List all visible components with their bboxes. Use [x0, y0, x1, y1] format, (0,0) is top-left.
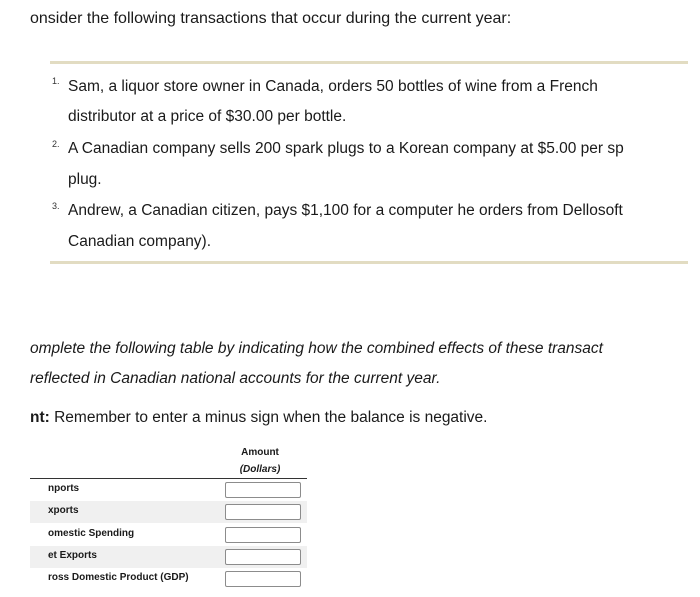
table-row-exports [30, 501, 307, 523]
gdp-input[interactable] [225, 571, 301, 587]
row-label-exports: xports [48, 505, 79, 516]
instruction-line-1: omplete the following table by indicating how the combined effects of these transact [30, 340, 603, 357]
transaction-2-line-2: plug. [68, 171, 102, 188]
hint-label: nt: [30, 409, 50, 426]
row-label-gdp: ross Domestic Product (GDP) [48, 572, 189, 583]
row-label-imports: nports [48, 483, 80, 494]
bottom-divider [50, 261, 688, 264]
exports-input[interactable] [225, 504, 301, 520]
table-row-imports [30, 479, 307, 501]
amount-column-header: Amount [241, 447, 279, 458]
instruction-line-2: reflected in Canadian national accounts for the current year. [30, 370, 441, 387]
transaction-3-line-2: Canadian company). [68, 233, 212, 250]
imports-input[interactable] [225, 482, 301, 498]
item-number: 3. [52, 201, 60, 211]
transaction-1-line-1: Sam, a liquor store owner in Canada, orders 50 bottles of wine from a French [68, 78, 598, 95]
domestic-spending-input[interactable] [225, 527, 301, 543]
transaction-1-line-2: distributor at a price of $30.00 per bottle. [68, 108, 347, 125]
row-label-domestic-spending: omestic Spending [48, 528, 135, 539]
intro-text: onsider the following transactions that occur during the current year: [30, 10, 512, 27]
row-label-net-exports: et Exports [48, 550, 97, 561]
table-row-gdp [30, 568, 307, 590]
amount-column-subheader: (Dollars) [239, 464, 281, 475]
transaction-2-line-1: A Canadian company sells 200 spark plugs to a Korean company at $5.00 per sp [68, 140, 624, 157]
hint-text [30, 409, 487, 427]
net-exports-input[interactable] [225, 549, 301, 565]
transaction-3-line-1: Andrew, a Canadian citizen, pays $1,100 for a computer he orders from Dellosoft [68, 202, 623, 219]
item-number: 2. [52, 139, 60, 149]
top-divider [50, 61, 688, 64]
table-row-net-exports [30, 546, 307, 568]
item-number: 1. [52, 76, 60, 86]
hint-message: Remember to enter a minus sign when the balance is negative. [49, 409, 488, 426]
table-row-domestic-spending [30, 524, 307, 546]
